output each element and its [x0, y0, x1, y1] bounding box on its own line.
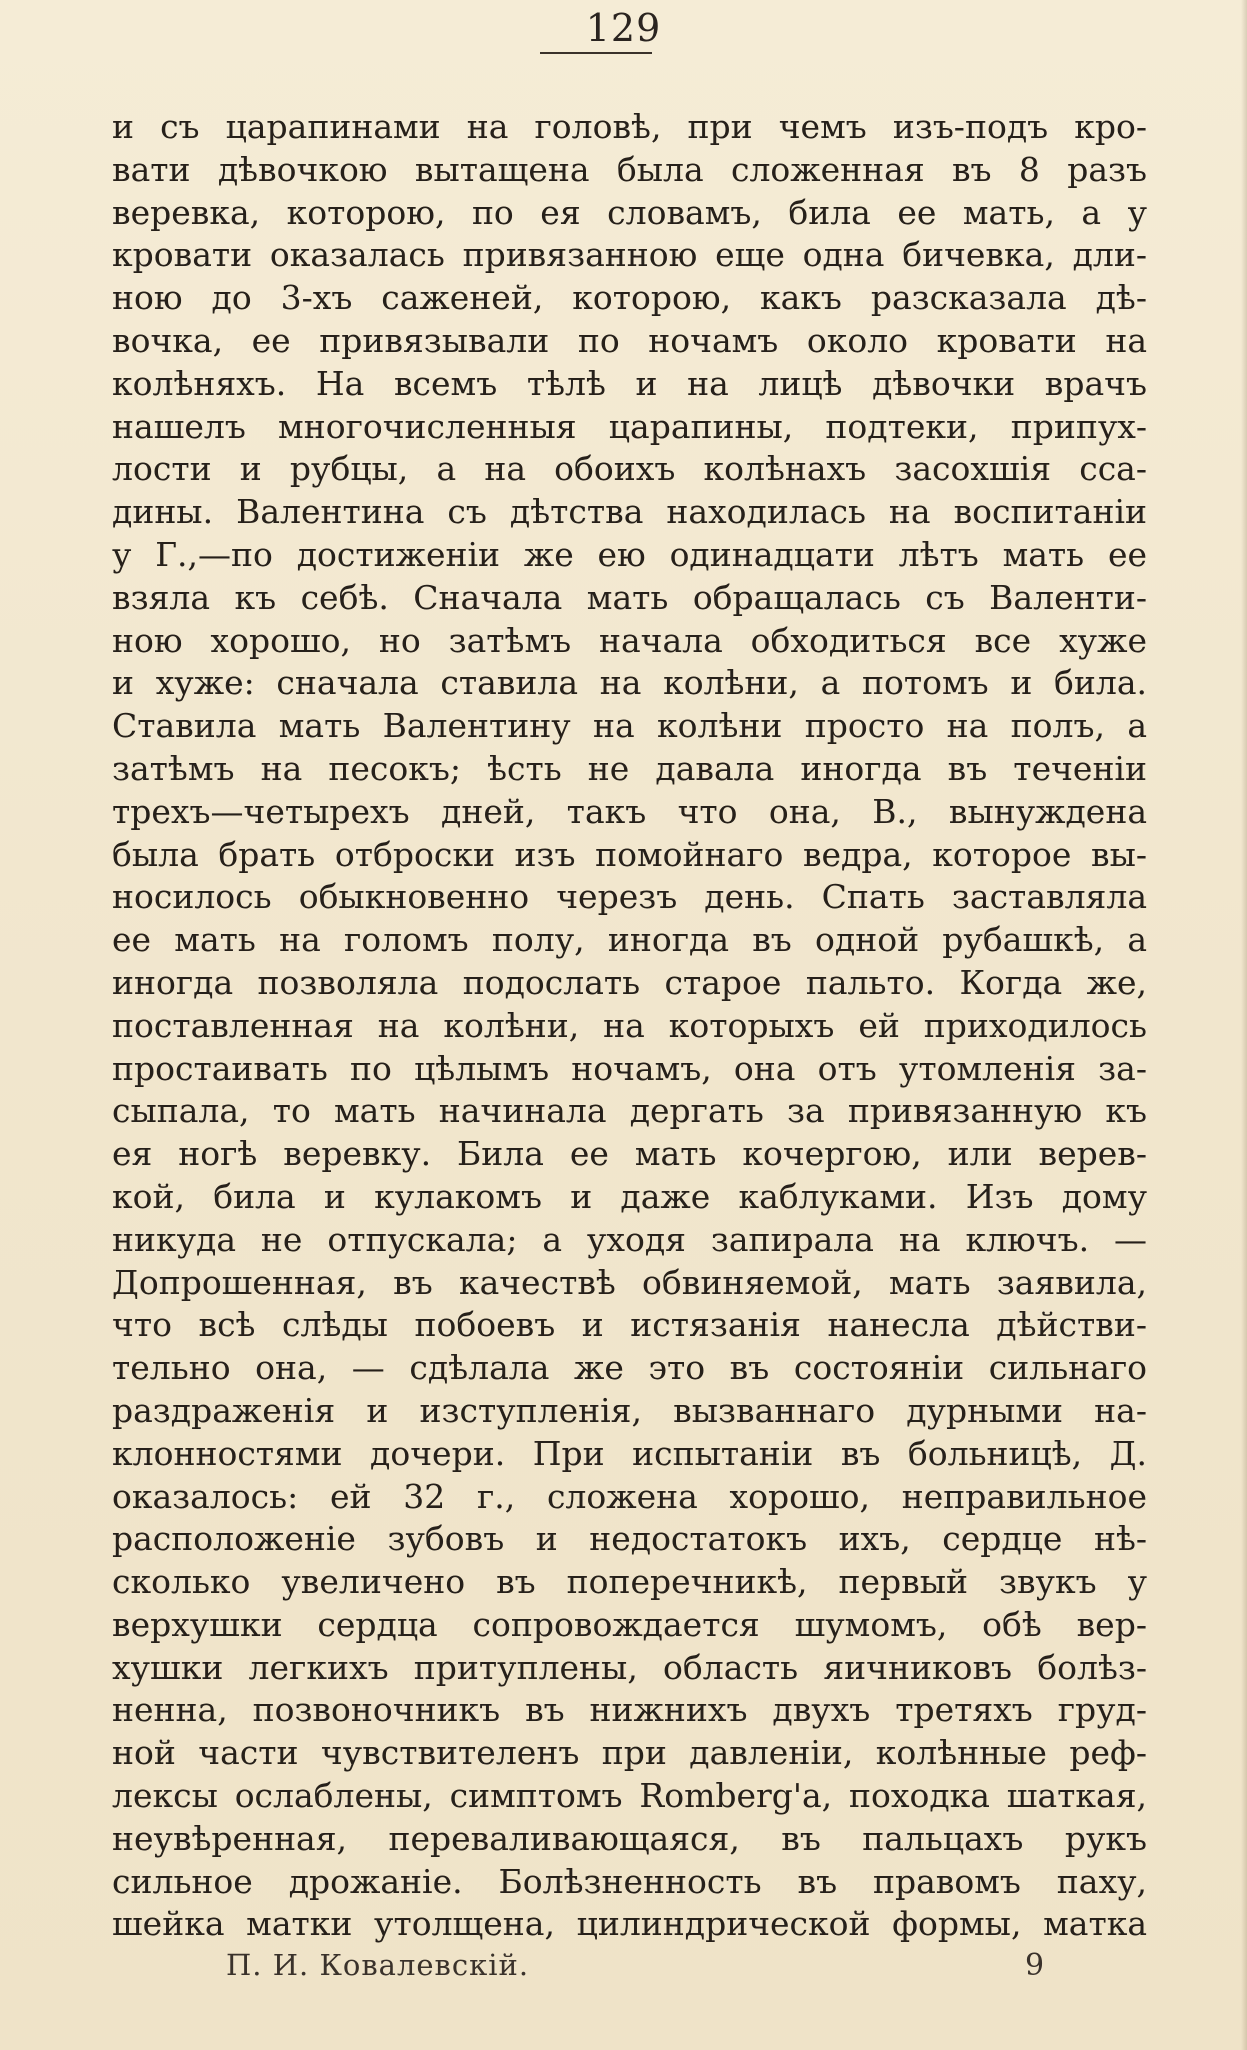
text-line: ненна, позвоночникъ въ нижнихъ двухъ третяхъ груд-: [112, 1690, 1147, 1730]
text-line: сыпала, то мать начинала дергать за привязанную къ: [112, 1091, 1147, 1131]
text-line: иногда позволяла подослать старое пальто. Когда же,: [112, 962, 1147, 1002]
header-rule: [540, 52, 652, 54]
sheet-number: 9: [1025, 1948, 1045, 1983]
page-footer: [0, 1948, 1247, 1998]
text-line: ея ногѣ веревку. Била ее мать кочергою, или верев-: [112, 1134, 1147, 1174]
text-line: дины. Валентина съ дѣтства находилась на воспитаніи: [112, 492, 1147, 532]
text-line: сколько увеличено въ поперечникѣ, первый звукъ у: [112, 1562, 1147, 1602]
body-text: [112, 106, 1147, 1946]
text-line: и съ царапинами на головѣ, при чемъ изъ-подъ кро-: [112, 107, 1147, 146]
text-line: носилось обыкновенно черезъ день. Спать заставляла: [112, 877, 1147, 917]
text-line: тельно она, — сдѣлала же это въ состояніи сильнаго: [112, 1348, 1147, 1388]
text-line: неувѣренная, переваливающаяся, въ пальцахъ рукъ: [112, 1818, 1147, 1858]
text-line: ною до 3-хъ саженей, которою, какъ разсказала дѣ-: [112, 278, 1147, 318]
text-line: вочка, ее привязывали по ночамъ около кровати на: [112, 320, 1147, 360]
text-line: клонностями дочери. При испытаніи въ больницѣ, Д.: [112, 1433, 1147, 1473]
text-line: трехъ—четырехъ дней, такъ что она, В., вынуждена: [112, 791, 1147, 831]
text-line: кой, била и кулакомъ и даже каблуками. Изъ дому: [112, 1176, 1147, 1216]
text-line: хушки легкихъ притуплены, область яичниковъ болѣз-: [112, 1647, 1147, 1687]
page-edge-shadow: [1241, 0, 1247, 2050]
text-line: ной части чувствителенъ при давленіи, колѣнные реф-: [112, 1733, 1147, 1773]
text-line: у Г.,—по достиженіи же ею одинадцати лѣтъ мать ее: [112, 534, 1147, 574]
text-line: шейка матки утолщена, цилиндрической формы, матка: [112, 1904, 1147, 1944]
text-line: веревка, которою, по ея словамъ, била ее мать, а у: [112, 192, 1147, 232]
text-line: Ставила мать Валентину на колѣни просто на полъ, а: [112, 706, 1147, 746]
text-line: ною хорошо, но затѣмъ начала обходиться все хуже: [112, 620, 1147, 660]
text-line: лексы ослаблены, симптомъ Romberg'а, походка шаткая,: [112, 1776, 1147, 1816]
text-line: сильное дрожаніе. Болѣзненность въ правомъ паху,: [112, 1861, 1147, 1901]
text-line: затѣмъ на песокъ; ѣсть не давала иногда въ теченіи: [112, 748, 1147, 788]
text-line: никуда не отпускала; а уходя запирала на ключъ. —: [112, 1219, 1147, 1259]
text-line: кровати оказалась привязанною еще одна бичевка, дли-: [112, 235, 1147, 275]
text-line: взяла къ себѣ. Сначала мать обращалась съ Валенти-: [112, 577, 1147, 617]
text-line: верхушки сердца сопровождается шумомъ, обѣ вер-: [112, 1604, 1147, 1644]
text-line: простаивать по цѣлымъ ночамъ, она отъ утомленія за-: [112, 1048, 1147, 1088]
text-line: колѣняхъ. На всемъ тѣлѣ и на лицѣ дѣвочки врачъ: [112, 363, 1147, 403]
text-line: расположеніе зубовъ и недостатокъ ихъ, сердце нѣ-: [112, 1519, 1147, 1559]
text-line: ее мать на голомъ полу, иногда въ одной рубашкѣ, а: [112, 920, 1147, 960]
text-line: поставленная на колѣни, на которыхъ ей приходилось: [112, 1005, 1147, 1045]
text-line: раздраженія и изступленія, вызваннаго дурными на-: [112, 1390, 1147, 1430]
author-signature: П. И. Ковалевскій.: [226, 1948, 530, 1982]
text-line: была брать отброски изъ помойнаго ведра, которое вы-: [112, 834, 1147, 874]
text-line: что всѣ слѣды побоевъ и истязанія нанесла дѣйстви-: [112, 1305, 1147, 1345]
text-line: лости и рубцы, а на обоихъ колѣнахъ засохшія сса-: [112, 449, 1147, 489]
text-line: вати дѣвочкою вытащена была сложенная въ 8 разъ: [112, 149, 1147, 189]
text-line: Допрошенная, въ качествѣ обвиняемой, мать заявила,: [112, 1262, 1147, 1302]
text-line: оказалось: ей 32 г., сложена хорошо, неправильное: [112, 1476, 1147, 1516]
text-line: и хуже: сначала ставила на колѣни, а потомъ и била.: [112, 663, 1147, 703]
page-number: 129: [585, 6, 662, 50]
text-line: нашелъ многочисленныя царапины, подтеки, припух-: [112, 406, 1147, 446]
